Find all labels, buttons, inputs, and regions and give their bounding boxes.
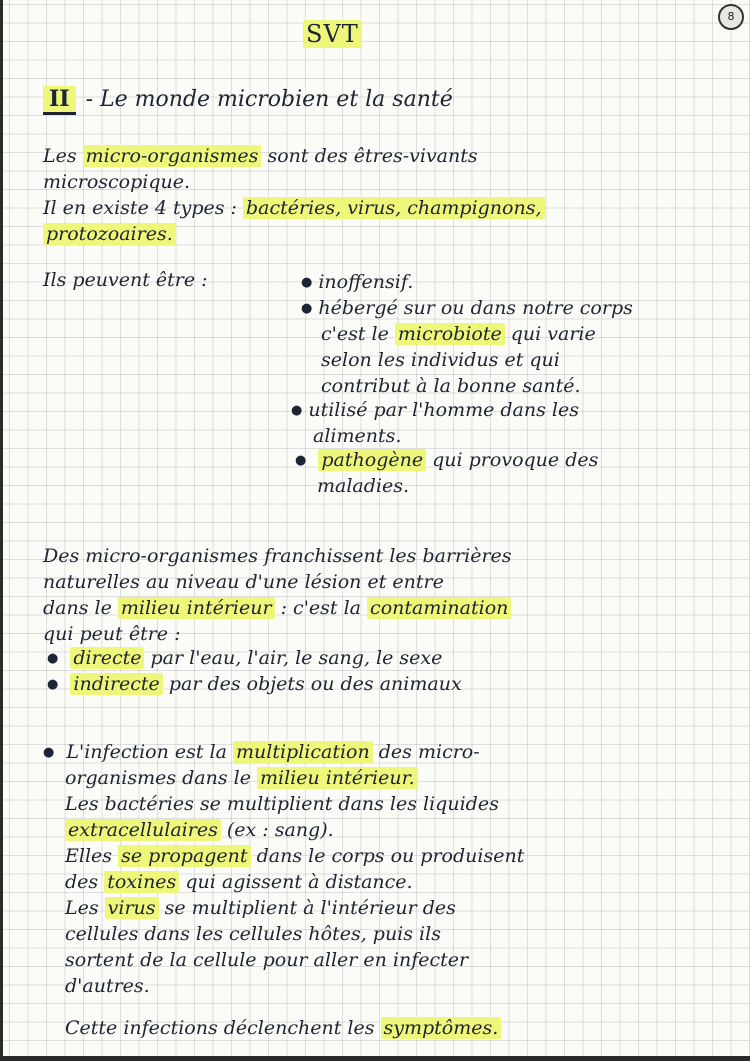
infection-line-9: sortent de la cellule pour aller en infecter (65, 949, 469, 971)
text: qui varie (504, 323, 596, 345)
types-bullet-2-line-3: selon les individus et qui (321, 349, 560, 371)
text: se multiplient à l'intérieur des (158, 897, 456, 919)
text: Les (65, 897, 105, 919)
infection-line-6 (65, 870, 413, 894)
highlight: indirecte (70, 673, 162, 695)
infection-line-11 (65, 1016, 501, 1040)
text: par des objets ou des animaux (162, 673, 462, 695)
highlight: contamination (367, 597, 511, 619)
contamination-bullet-2 (47, 672, 462, 699)
text: L'infection est la (66, 741, 234, 763)
infection-line-4 (65, 818, 334, 842)
infection-line-1 (43, 740, 480, 767)
types-bullet-2-line-4: contribut à la bonne santé. (321, 375, 581, 397)
intro-line-4 (43, 222, 176, 246)
highlight: pathogène (318, 449, 426, 471)
text: qui agissent à distance. (179, 871, 413, 893)
highlight: se propagent (118, 845, 251, 867)
text: Cette infections déclenchent les (65, 1017, 381, 1039)
highlight: symptômes. (381, 1017, 502, 1039)
infection-line-3: Les bactéries se multiplient dans les liquides (65, 793, 499, 815)
highlight: toxines (104, 871, 179, 893)
highlight: directe (70, 647, 144, 669)
highlight: protozoaires. (43, 223, 176, 245)
text: sont des êtres-vivants (261, 145, 478, 167)
infection-line-5 (65, 844, 524, 868)
text: Les (43, 145, 83, 167)
highlight: extracellulaires (65, 819, 221, 841)
contamination-line-3 (43, 596, 511, 620)
text: des micro- (372, 741, 480, 763)
title-text: SVT (303, 20, 362, 48)
highlight: micro-organismes (83, 145, 262, 167)
section-title: - Le monde microbien et la santé (85, 87, 453, 112)
text: : c'est la (274, 597, 368, 619)
infection-line-10: d'autres. (65, 975, 150, 997)
infection-line-8: cellules dans les cellules hôtes, puis ils (65, 923, 441, 945)
page-bottom-edge (3, 1056, 750, 1061)
highlight: multiplication (233, 741, 373, 763)
contamination-bullet-1 (47, 646, 442, 673)
text: Il en existe 4 types : (43, 197, 243, 219)
text: par l'eau, l'air, le sang, le sexe (144, 647, 443, 669)
types-bullet-4-line-2: maladies. (317, 475, 410, 497)
types-bullet-3-line-2: aliments. (313, 425, 402, 447)
highlight: milieu intérieur (118, 597, 275, 619)
text: (ex : sang). (220, 819, 334, 841)
highlight: virus (105, 897, 159, 919)
types-bullet-1: ● inoffensif. (301, 270, 413, 297)
page-number-badge: 8 (718, 4, 744, 30)
infection-line-2 (65, 766, 418, 790)
intro-line-2: microscopique. (43, 171, 191, 193)
text: c'est le (321, 323, 395, 345)
highlight: milieu intérieur. (257, 767, 418, 789)
types-bullet-2: ● hébergé sur ou dans notre corps (301, 296, 633, 323)
text: organismes dans le (65, 767, 258, 789)
section-heading (43, 86, 453, 112)
highlight: microbiote (395, 323, 505, 345)
section-number: II (43, 86, 76, 115)
types-bullet-4 (295, 448, 598, 475)
infection-line-7 (65, 896, 456, 920)
types-bullet-3: ● utilisé par l'homme dans les (291, 398, 579, 425)
text: qui provoque des (426, 449, 599, 471)
text: dans le (43, 597, 118, 619)
contamination-line-2: naturelles au niveau d'une lésion et entre (43, 571, 444, 593)
intro-line-3 (43, 196, 545, 220)
contamination-line-1: Des micro-organismes franchissent les barrières (43, 545, 512, 567)
text: Elles (65, 845, 119, 867)
contamination-line-4: qui peut être : (43, 623, 181, 645)
highlight: bactéries, virus, champignons, (243, 197, 545, 219)
types-bullet-2-line-2 (321, 322, 596, 346)
intro-line-1 (43, 144, 478, 168)
page-title (303, 20, 362, 48)
text: des (65, 871, 105, 893)
text: dans le corps ou produisent (250, 845, 525, 867)
types-lead: Ils peuvent être : (43, 269, 208, 291)
